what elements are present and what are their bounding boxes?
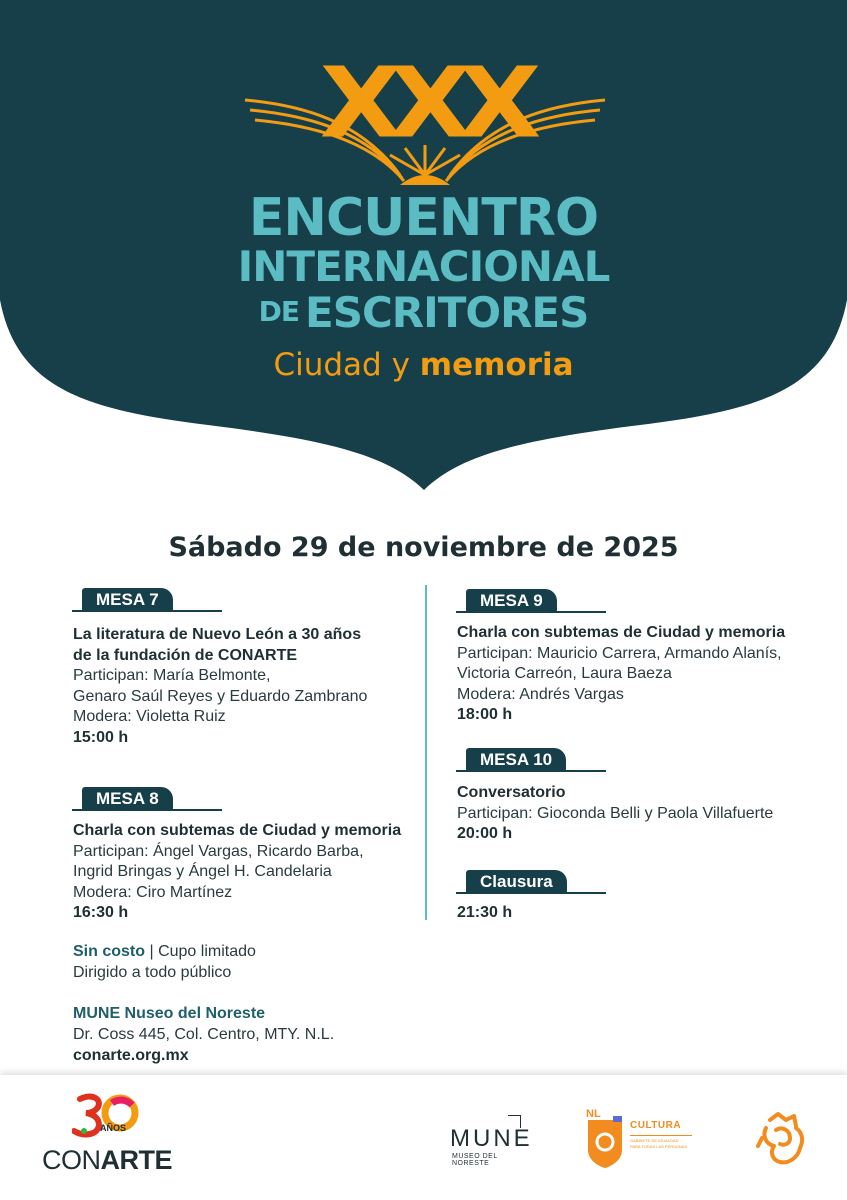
mesa8-moderator: Modera: Ciro Martínez bbox=[73, 883, 233, 901]
venue-info bbox=[73, 1003, 334, 1066]
mesa9-participants2: Victoria Carreón, Laura Baeza bbox=[457, 665, 672, 682]
footer bbox=[0, 1075, 847, 1200]
conarte-logo bbox=[42, 1093, 182, 1183]
mesa7-block bbox=[73, 625, 367, 748]
mesa7-time: 15:00 h bbox=[73, 728, 129, 746]
cultura-sub1: GABINETE DE IGUALDAD bbox=[630, 1138, 679, 1143]
mesa8-participants1: Participan: Ángel Vargas, Ricardo Barba, bbox=[73, 842, 364, 860]
mesa8-title1: Charla con subtemas de Ciudad y memoria bbox=[73, 822, 402, 839]
website-link[interactable]: conarte.org.mx bbox=[73, 1047, 189, 1064]
mesa9-block bbox=[457, 623, 785, 726]
mesa10-block bbox=[457, 783, 773, 845]
clausura-badge: Clausura bbox=[466, 870, 567, 894]
mesa10-time: 20:00 h bbox=[457, 825, 513, 842]
conarte-word-b: ARTE bbox=[100, 1145, 172, 1175]
venue-address: Dr. Coss 445, Col. Centro, MTY. N.L. bbox=[73, 1026, 335, 1043]
conarte-word-a: CON bbox=[42, 1145, 101, 1175]
lion-emblem-icon bbox=[756, 1110, 808, 1166]
cost-label: Sin costo bbox=[73, 943, 146, 960]
event-date: Sábado 29 de noviembre de 2025 bbox=[168, 532, 679, 563]
mesa7-title2: de la fundación de CONARTE bbox=[73, 646, 298, 664]
mesa10-badge: MESA 10 bbox=[466, 748, 566, 772]
title-line-1: ENCUENTRO bbox=[248, 188, 599, 248]
mesa10-participants1: Participan: Gioconda Belli y Paola Villafuerte bbox=[457, 804, 774, 822]
title-escritores: ESCRITORES bbox=[305, 288, 589, 337]
mesa10-title1: Conversatorio bbox=[457, 784, 566, 801]
mesa8-participants2: Ingrid Bringas y Ángel H. Candelaria bbox=[73, 863, 332, 880]
event-info bbox=[73, 941, 256, 983]
subtitle-a: Ciudad y bbox=[273, 347, 410, 383]
column-divider bbox=[425, 585, 427, 920]
mesa8-badge: MESA 8 bbox=[82, 787, 173, 811]
cost-line bbox=[73, 941, 256, 962]
subtitle bbox=[0, 347, 847, 383]
roman-numeral-title: XXX bbox=[319, 47, 528, 160]
cultura-label: CULTURA bbox=[630, 1120, 682, 1131]
mesa7-participants1: Participan: María Belmonte, bbox=[73, 667, 271, 684]
mesa7-badge: MESA 7 bbox=[82, 588, 173, 612]
clausura-block bbox=[457, 903, 512, 924]
mune-logo bbox=[450, 1115, 533, 1167]
conarte-anos: AÑOS bbox=[100, 1123, 127, 1133]
cultura-rule bbox=[630, 1135, 692, 1136]
mesa7-participants2: Genaro Saúl Reyes y Eduardo Zambrano bbox=[73, 687, 368, 705]
title-line-2: INTERNACIONAL bbox=[237, 242, 610, 291]
nl-label: NL bbox=[586, 1108, 601, 1120]
mesa7-moderator: Modera: Violetta Ruiz bbox=[73, 708, 226, 725]
mesa9-badge: MESA 9 bbox=[466, 589, 557, 613]
mesa9-time: 18:00 h bbox=[457, 706, 513, 723]
title-de: DE bbox=[258, 295, 299, 328]
mesa9-title1: Charla con subtemas de Ciudad y memoria bbox=[457, 624, 786, 641]
mune-subtitle: MUSEO DEL NORESTE bbox=[452, 1153, 498, 1167]
title-line-3 bbox=[0, 288, 847, 337]
mesa9-moderator: Modera: Andrés Vargas bbox=[457, 685, 624, 703]
subtitle-b: memoria bbox=[419, 347, 574, 383]
audience-label: Dirigido a todo público bbox=[73, 964, 232, 981]
mesa8-block bbox=[73, 821, 401, 924]
nl-cultura-logo bbox=[586, 1108, 706, 1168]
cost-separator: | bbox=[149, 943, 154, 960]
cultura-sub2: PARA TODAS LAS PERSONAS bbox=[630, 1144, 688, 1149]
venue-name: MUNE Nuseo del Noreste bbox=[73, 1005, 266, 1022]
clausura-time: 21:30 h bbox=[457, 904, 513, 921]
mune-wordmark: MUNE bbox=[450, 1125, 533, 1152]
nl-shield-icon bbox=[586, 1116, 624, 1168]
mesa7-title1: La literatura de Nuevo León a 30 años bbox=[73, 626, 362, 643]
capacity-label: Cupo limitado bbox=[158, 943, 256, 960]
mesa9-participants1: Participan: Mauricio Carrera, Armando Alanís, bbox=[457, 644, 782, 662]
conarte-wordmark bbox=[42, 1145, 172, 1176]
mesa8-time: 16:30 h bbox=[73, 904, 129, 921]
